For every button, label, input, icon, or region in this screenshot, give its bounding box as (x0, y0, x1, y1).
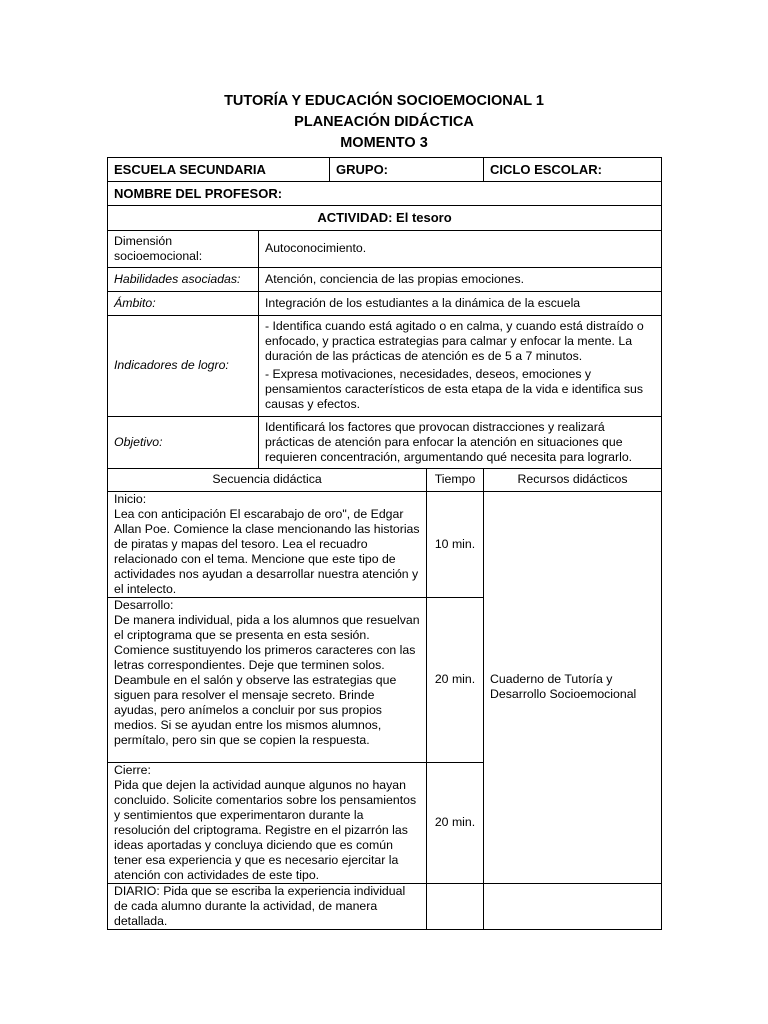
ambito-value: Integración de los estudiantes a la dinámica de la escuela (259, 292, 662, 316)
desarrollo-time: 20 min. (427, 598, 484, 763)
indicadores-value (259, 316, 662, 417)
col-tiempo-header: Tiempo (427, 469, 484, 492)
indicador-1: - Identifica cuando está agitado o en calma, y cuando está distraído o enfocado, y practica estrategias para calmar y enfocar la mente. La duración de las prácticas de atención es de 5 a 7 minutos. (265, 319, 644, 363)
indicadores-label: Indicadores de logro: (108, 316, 259, 417)
inicio-text: Lea con anticipación El escarabajo de oro", de Edgar Allan Poe. Comience la clase mencionando las historias de piratas y mapas del tesoro. Lea el recuadro relacionado con el tema. Mencione que este tipo de actividades nos ayudan a desarrollar nuestra atención y el intelecto. (114, 507, 420, 596)
desarrollo-text: De manera individual, pida a los alumnos que resuelvan el criptograma que se presenta en esta sesión. Comience sustituyendo los primeros caracteres con las letras correspondientes. Deje que terminen solos. Deambule en el salón y observe las estrategias que siguen para resolver el mensaje secreto. Brinde ayudas, pero anímelos a concluir por sus propios medios. Si se ayudan entre los mismos alumnos, permítalo, pero sin que se copien la respuesta. (114, 613, 420, 747)
ambito-label: Ámbito: (108, 292, 259, 316)
recursos-value: Cuaderno de Tutoría y Desarrollo Socioemocional (484, 492, 662, 884)
habilidades-label: Habilidades asociadas: (108, 268, 259, 292)
dimension-label: Dimensión socioemocional: (108, 231, 259, 268)
inicio-cell (108, 492, 427, 598)
ciclo-cell: CICLO ESCOLAR: (484, 158, 662, 182)
grupo-cell: GRUPO: (330, 158, 484, 182)
document-header (0, 91, 768, 154)
objetivo-label: Objetivo: (108, 417, 259, 469)
profesor-cell: NOMBRE DEL PROFESOR: (108, 182, 662, 206)
col-secuencia-header: Secuencia didáctica (108, 469, 427, 492)
col-recursos-header: Recursos didácticos (484, 469, 662, 492)
title-line-2: PLANEACIÓN DIDÁCTICA (294, 114, 474, 130)
title-line-3: MOMENTO 3 (340, 135, 428, 151)
objetivo-value: Identificará los factores que provocan distracciones y realizará prácticas de atención para enfocar la atención en situaciones que requieren concentración, argumentando qué necesita para lograrlo. (259, 417, 662, 469)
cierre-text: Pida que dejen la actividad aunque algunos no hayan concluido. Solicite comentarios sobre los pensamientos y sentimientos que experimentaron durante la resolución del criptograma. Registre en el pizarrón las ideas aportadas y concluya diciendo que es común tener esa experiencia y que es necesario ejercitar la atención con actividades de este tipo. (114, 778, 417, 882)
desarrollo-title: Desarrollo: (114, 598, 174, 612)
cierre-cell (108, 763, 427, 884)
diario-cell: DIARIO: Pida que se escriba la experiencia individual de cada alumno durante la actividad, de manera detallada. (108, 884, 427, 930)
escuela-cell: ESCUELA SECUNDARIA (108, 158, 330, 182)
diario-time-empty (427, 884, 484, 930)
cierre-time: 20 min. (427, 763, 484, 884)
cierre-title: Cierre: (114, 763, 151, 777)
habilidades-value: Atención, conciencia de las propias emociones. (259, 268, 662, 292)
dimension-value: Autoconocimiento. (259, 231, 662, 268)
diario-recursos-empty (484, 884, 662, 930)
inicio-title: Inicio: (114, 492, 147, 506)
desarrollo-cell (108, 598, 427, 763)
actividad-cell: ACTIVIDAD: El tesoro (108, 206, 662, 231)
title-line-1: TUTORÍA Y EDUCACIÓN SOCIOEMOCIONAL 1 (224, 93, 544, 109)
inicio-time: 10 min. (427, 492, 484, 598)
indicador-2: - Expresa motivaciones, necesidades, deseos, emociones y pensamientos característicos de esta etapa de la vida e identifica sus causas y efectos. (265, 367, 644, 411)
planning-table (107, 157, 662, 930)
